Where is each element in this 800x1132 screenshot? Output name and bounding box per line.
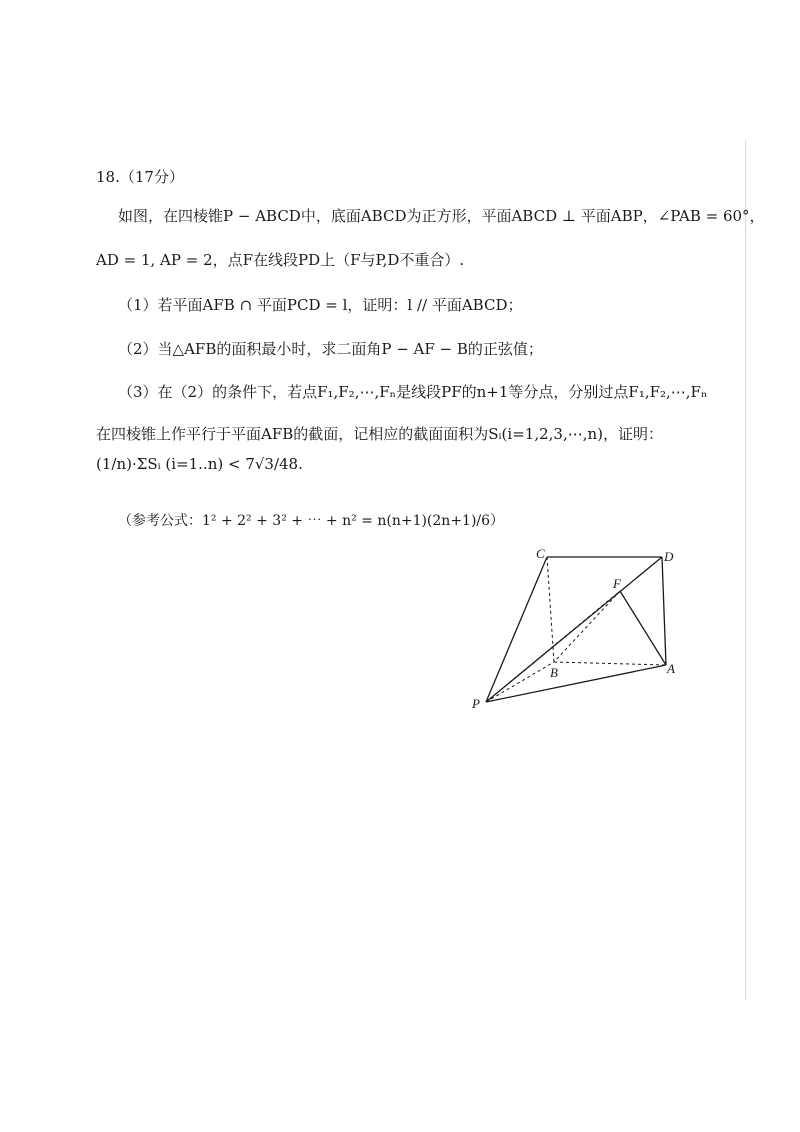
label-P: P [472, 696, 480, 711]
part-2-question: （2）当△AFB的面积最小时，求二面角P − AF − B的正弦值； [118, 340, 543, 358]
label-F: F [613, 576, 621, 591]
edge-PC [486, 557, 547, 702]
problem-intro-line1: 如图，在四棱锥P − ABCD中，底面ABCD为正方形，平面ABCD ⊥ 平面ABP，∠PAB = 60°， [118, 207, 765, 225]
scan-edge-line [745, 140, 746, 1000]
inequality-to-prove: (1/n)·ΣSᵢ (i=1..n) < 7√3/48. [96, 455, 303, 473]
label-C: C [536, 546, 545, 561]
part-3-question-line2: 在四棱锥上作平行于平面AFB的截面，记相应的截面面积为Sᵢ(i=1,2,3,⋯,n)，证明： [96, 425, 663, 443]
part-3-question-line1: （3）在（2）的条件下，若点F₁,F₂,⋯,Fₙ是线段PF的n+1等分点，分别过点F₁,F₂,⋯,Fₙ [118, 383, 708, 401]
problem-intro-line2: AD = 1, AP = 2，点F在线段PD上（F与P,D不重合）. [96, 251, 465, 269]
segment-FA [620, 591, 666, 665]
label-A: A [667, 661, 675, 676]
hidden-edge-BA [554, 662, 666, 665]
problem-number: 18.（17分） [96, 168, 184, 186]
label-D: D [664, 549, 674, 564]
part-1-question: （1）若平面AFB ∩ 平面PCD = l，证明：l // 平面ABCD； [118, 296, 523, 314]
pyramid-figure [470, 545, 690, 715]
reference-formula: （参考公式：1² + 2² + 3² + ⋯ + n² = n(n+1)(2n+1)/6） [118, 513, 505, 529]
edge-DA [662, 557, 666, 665]
label-B: B [550, 665, 558, 680]
hidden-segment-FB [554, 591, 620, 662]
edge-PA [486, 665, 666, 702]
hidden-edge-PB [486, 662, 554, 702]
